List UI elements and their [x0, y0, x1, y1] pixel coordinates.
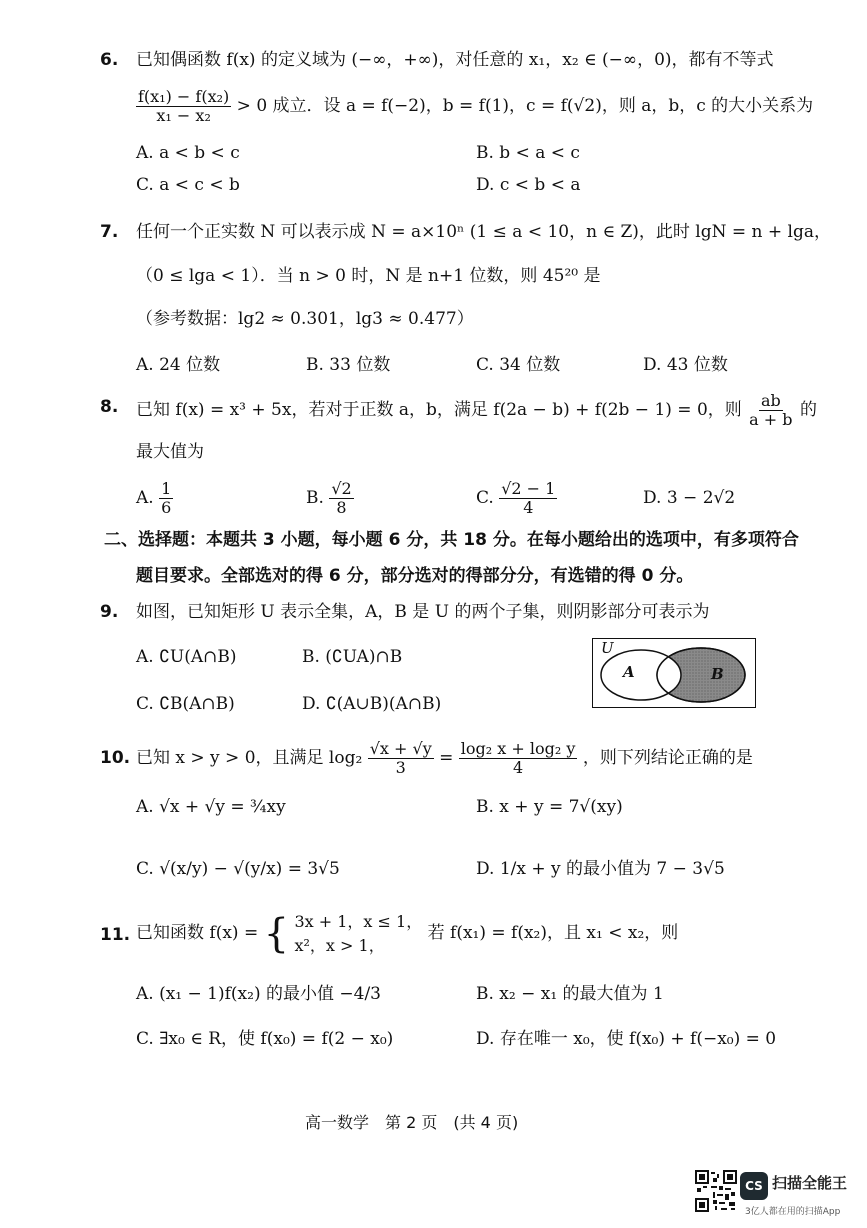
scanner-tagline: 3亿人都在用的扫描App [745, 1207, 841, 1217]
fraction-denominator: 4 [523, 498, 534, 517]
question-text: （参考数据：lg2 ≈ 0.301，lg3 ≈ 0.477） [136, 309, 474, 329]
case-1: 3x + 1，x ≤ 1， [294, 911, 423, 931]
question-text [136, 88, 813, 125]
venn-svg [593, 639, 755, 707]
piecewise-cases [294, 910, 422, 958]
option-d: D. 1/x + y 的最小值为 7 − 3√5 [476, 859, 725, 879]
option-c: C. a < c < b [136, 175, 240, 195]
fraction [368, 740, 434, 777]
venn-label-u: U [601, 639, 614, 657]
question-number: 7. [100, 222, 119, 242]
option-d: D. 存在唯一 x₀，使 f(x₀) + f(−x₀) = 0 [476, 1029, 777, 1049]
venn-label-b: B [711, 665, 724, 683]
option-b [306, 480, 354, 517]
question-number: 11. [100, 925, 131, 945]
case-2: x²，x > 1， [294, 935, 385, 955]
option-a [136, 480, 173, 517]
option-label: B. [306, 488, 324, 508]
option-c [476, 480, 557, 517]
option-d: D. 3 − 2√2 [643, 488, 736, 508]
question-text: 任何一个正实数 N 可以表示成 N = a×10ⁿ (1 ≤ a < 10，n ∈ Z)，此时 lgN = n + lga， [136, 222, 831, 242]
question-text [136, 390, 817, 430]
fraction-denominator: 8 [336, 498, 347, 517]
option-a: A. (x₁ − 1)f(x₂) 的最小值 −4/3 [136, 984, 381, 1004]
scanner-logo-icon: CS [740, 1172, 768, 1200]
option-a: A. √x + √y = ¾xy [136, 797, 286, 817]
equals-sign: = [439, 748, 454, 768]
option-b: B. x + y = 7√(xy) [476, 797, 623, 817]
option-b: B. 33 位数 [306, 355, 391, 375]
page-footer: 高一数学 第 2 页 (共 4 页) [305, 1113, 519, 1132]
option-d: D. 43 位数 [643, 355, 728, 375]
option-a: A. ∁U(A∩B) [136, 647, 237, 667]
fraction [159, 480, 173, 517]
fraction-numerator: 1 [161, 479, 172, 498]
question-text: 如图，已知矩形 U 表示全集，A，B 是 U 的两个子集，则阴影部分可表示为 [136, 602, 710, 622]
fraction-denominator: 3 [395, 758, 406, 777]
question-text: 已知 f(x) = x³ + 5x，若对于正数 a，b，满足 f(2a − b) + f(2b − 1) = 0，则 [136, 400, 742, 420]
option-label: A. [136, 488, 154, 508]
fraction [136, 88, 231, 125]
venn-label-a: A [623, 663, 635, 681]
option-b: B. x₂ − x₁ 的最大值为 1 [476, 984, 664, 1004]
option-d: D. c < b < a [476, 175, 581, 195]
fraction [329, 480, 353, 517]
question-text [136, 905, 678, 961]
fraction-numerator: ab [760, 391, 781, 410]
option-a: A. a < b < c [136, 143, 240, 163]
fraction-denominator: 4 [513, 758, 524, 777]
option-c: C. 34 位数 [476, 355, 561, 375]
fraction [747, 392, 794, 429]
section-heading: 二、选择题：本题共 3 小题，每小题 6 分，共 18 分。在每小题给出的选项中，有多项符合 [104, 530, 799, 550]
question-text: 已知偶函数 f(x) 的定义域为 (−∞，+∞)，对任意的 x₁，x₂ ∈ (−∞，0)，都有不等式 [136, 50, 774, 70]
question-text: 已知函数 f(x) = [136, 923, 259, 943]
question-text: 的 [799, 400, 817, 420]
option-c: C. √(x/y) − √(y/x) = 3√5 [136, 859, 340, 879]
qr-code-icon [695, 1170, 737, 1212]
question-number: 10. [100, 748, 131, 768]
fraction-denominator: a + b [749, 410, 793, 429]
option-c: C. ∁B(A∩B) [136, 694, 235, 714]
option-d: D. ∁(A∪B)(A∩B) [302, 694, 442, 714]
question-text [136, 736, 753, 780]
question-number: 9. [100, 602, 119, 622]
fraction [499, 480, 557, 517]
option-c: C. ∃x₀ ∈ R，使 f(x₀) = f(2 − x₀) [136, 1029, 394, 1049]
fraction-numerator: log₂ x + log₂ y [460, 739, 576, 758]
question-number: 8. [100, 397, 119, 417]
option-b: B. (∁UA)∩B [302, 647, 403, 667]
brace-icon: { [263, 910, 290, 957]
question-text: （0 ≤ lga < 1）．当 n > 0 时，N 是 n+1 位数，则 45²⁰ 是 [136, 266, 601, 286]
fraction-denominator: x₁ − x₂ [156, 106, 211, 125]
option-a: A. 24 位数 [136, 355, 221, 375]
fraction-numerator: √x + √y [369, 739, 432, 758]
scanner-app-name: 扫描全能王 [772, 1174, 848, 1192]
fraction-numerator: f(x₁) − f(x₂) [138, 87, 230, 106]
option-b: B. b < a < c [476, 143, 580, 163]
question-text: 已知 x > y > 0，且满足 log₂ [136, 748, 363, 768]
question-text: > 0 成立．设 a = f(−2)，b = f(1)，c = f(√2)，则 a，b，c 的大小关系为 [236, 96, 814, 116]
fraction [459, 740, 578, 777]
fraction-numerator: √2 [331, 479, 352, 498]
question-number: 6. [100, 50, 119, 70]
question-text: 最大值为 [136, 442, 204, 462]
fraction-numerator: √2 − 1 [501, 479, 556, 498]
question-text: ，则下列结论正确的是 [582, 748, 753, 768]
question-text: 若 f(x₁) = f(x₂)，且 x₁ < x₂，则 [427, 923, 679, 943]
venn-diagram [592, 638, 756, 708]
option-label: C. [476, 488, 494, 508]
section-heading: 题目要求。全部选对的得 6 分，部分选对的得部分分，有选错的得 0 分。 [136, 566, 694, 586]
fraction-denominator: 6 [161, 498, 172, 517]
